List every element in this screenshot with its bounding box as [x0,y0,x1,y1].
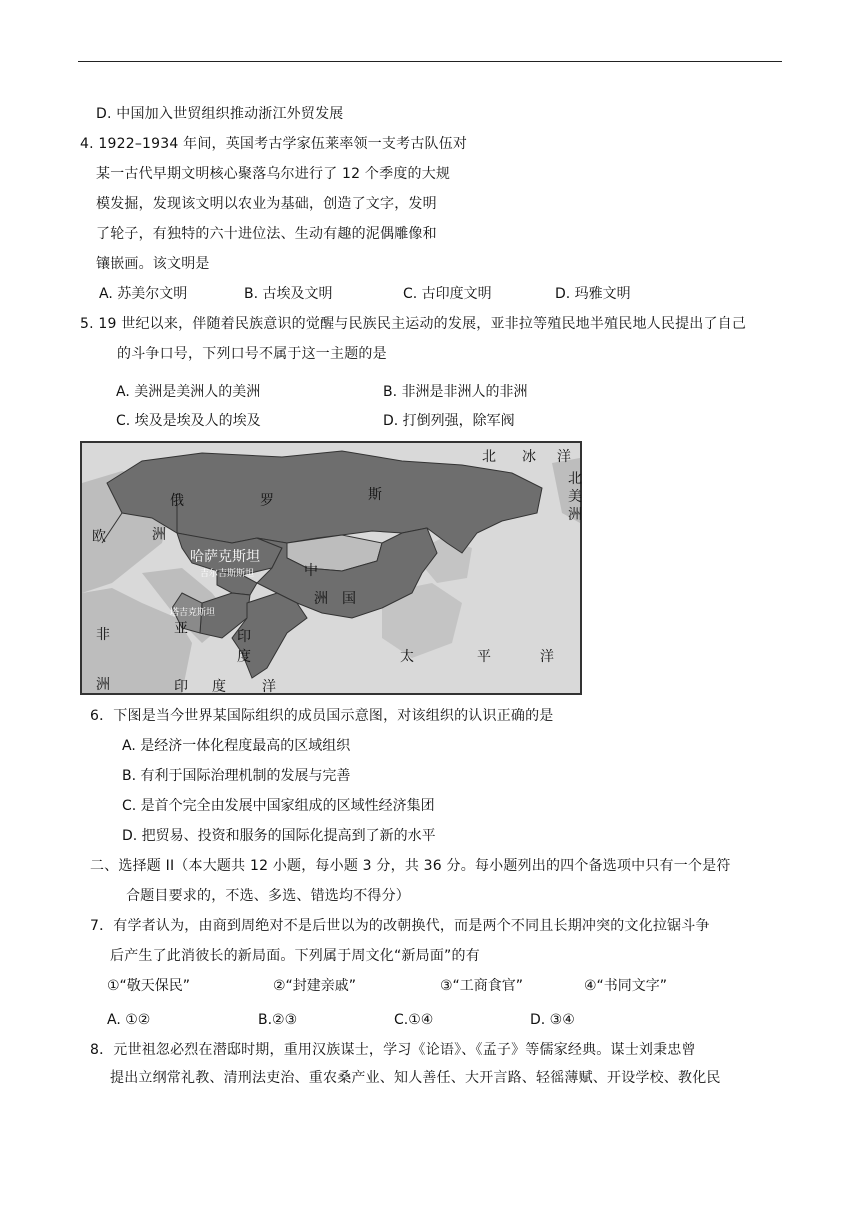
member-states-map [80,441,582,695]
map-label-arctic-1: 北 [482,449,496,465]
map-label-india-1: 印 [237,629,251,645]
map-label-indian-ocean-2: 度 [212,679,226,695]
q7-option-a[interactable]: A. ①② [107,1012,151,1028]
map-label-russia-3: 斯 [368,487,382,503]
map-label-pacific-1: 太 [400,649,414,665]
map-label-africa-2: 洲 [96,677,110,693]
map-label-russia-2: 罗 [260,493,274,509]
q6-option-b[interactable]: B. 有利于国际治理机制的发展与完善 [122,768,351,784]
q8-stem-line-2: 提出立纲常礼教、清刑法吏治、重农桑产业、知人善任、大开言路、轻徭薄赋、开设学校、教化民 [110,1070,721,1086]
q6-option-d[interactable]: D. 把贸易、投资和服务的国际化提高到了新的水平 [122,828,436,844]
map-label-africa-1: 非 [96,627,110,643]
map-label-asia-1: 亚 [174,621,188,637]
map-label-na-1: 北 [568,471,582,487]
map-label-china-2: 国 [342,591,356,607]
map-label-kyrgyzstan: 吉尔吉斯斯坦 [200,569,255,579]
q6-stem: 6．下图是当今世界某国际组织的成员国示意图，对该组织的认识正确的是 [90,708,554,724]
section-2-heading-line-1: 二、选择题 II（本大题共 12 小题，每小题 3 分，共 36 分。每小题列出的四个备选项中只有一个是符 [90,858,731,874]
map-label-indian-ocean-1: 印 [174,679,188,695]
q8-stem-line-1: 8．元世祖忽必烈在潜邸时期，重用汉族谋士，学习《论语》、《孟子》等儒家经典。谋士刘秉忠曾 [90,1042,696,1058]
map-label-na-3: 洲 [568,507,582,523]
q7-option-d[interactable]: D. ③④ [530,1012,575,1028]
header-rule [78,61,782,62]
q4-option-a[interactable]: A. 苏美尔文明 [99,286,188,302]
q7-stem-line-1: 7．有学者认为，由商到周绝对不是后世以为的改朝换代，而是两个不同且长期冲突的文化拉锯斗争 [90,918,710,934]
q3-option-d: D. 中国加入世贸组织推动浙江外贸发展 [96,106,344,122]
q5-option-c[interactable]: C. 埃及是埃及人的埃及 [116,413,261,429]
q5-stem-line-1: 5. 19 世纪以来，伴随着民族意识的觉醒与民族民主运动的发展，亚非拉等殖民地半殖民地人民提出了自己 [80,316,747,332]
map-label-asia-2: 洲 [314,591,328,607]
q7-item-1: ①“敬天保民” [107,978,191,994]
q7-item-3: ③“工商食官” [440,978,524,994]
q6-option-c[interactable]: C. 是首个完全由发展中国家组成的区域性经济集团 [122,798,435,814]
q4-option-d[interactable]: D. 玛雅文明 [555,286,631,302]
q7-option-b[interactable]: B.②③ [258,1012,298,1028]
q6-option-a[interactable]: A. 是经济一体化程度最高的区域组织 [122,738,351,754]
q7-stem-line-2: 后产生了此消彼长的新局面。下列属于周文化“新局面”的有 [110,948,480,964]
map-label-arctic-3: 洋 [557,449,571,465]
map-label-russia-1: 俄 [170,493,184,509]
q5-stem-line-2: 的斗争口号，下列口号不属于这一主题的是 [117,346,387,362]
q4-stem-line-1: 4. 1922–1934 年间，英国考古学家伍莱率领一支考古队伍对 [80,136,468,152]
map-label-india-2: 度 [237,649,251,665]
q5-option-b[interactable]: B. 非洲是非洲人的非洲 [383,384,528,400]
map-label-arctic-2: 冰 [522,449,536,465]
q7-item-4: ④“书同文字” [584,978,668,994]
q5-option-a[interactable]: A. 美洲是美洲人的美洲 [116,384,261,400]
map-label-na-2: 美 [568,489,582,505]
q4-option-c[interactable]: C. 古印度文明 [403,286,492,302]
q4-stem-line-2: 某一古代早期文明核心聚落乌尔进行了 12 个季度的大规 [96,166,451,182]
map-label-indian-ocean-3: 洋 [262,679,276,695]
map-label-tajikistan: 塔吉克斯坦 [170,608,216,618]
map-label-pacific-3: 洋 [540,649,554,665]
map-label-europe-2: 洲 [152,527,166,543]
q4-stem-line-5: 镶嵌画。该文明是 [96,256,210,272]
map-label-pacific-2: 平 [477,649,491,665]
q4-stem-line-4: 了轮子，有独特的六十进位法、生动有趣的泥偶雕像和 [96,226,437,242]
q4-stem-line-3: 模发掘，发现该文明以农业为基础，创造了文字，发明 [96,196,437,212]
map-label-europe-1: 欧 [92,529,106,545]
q5-option-d[interactable]: D. 打倒列强，除军阀 [383,413,515,429]
q7-option-c[interactable]: C.①④ [394,1012,434,1028]
section-2-heading-line-2: 合题目要求的，不选、多选、错选均不得分） [126,888,410,904]
map-graphic [82,443,580,693]
map-label-kazakhstan: 哈萨克斯坦 [190,549,260,565]
q7-item-2: ②“封建亲戚” [273,978,357,994]
map-label-china-1: 中 [304,563,318,579]
q4-option-b[interactable]: B. 古埃及文明 [244,286,333,302]
